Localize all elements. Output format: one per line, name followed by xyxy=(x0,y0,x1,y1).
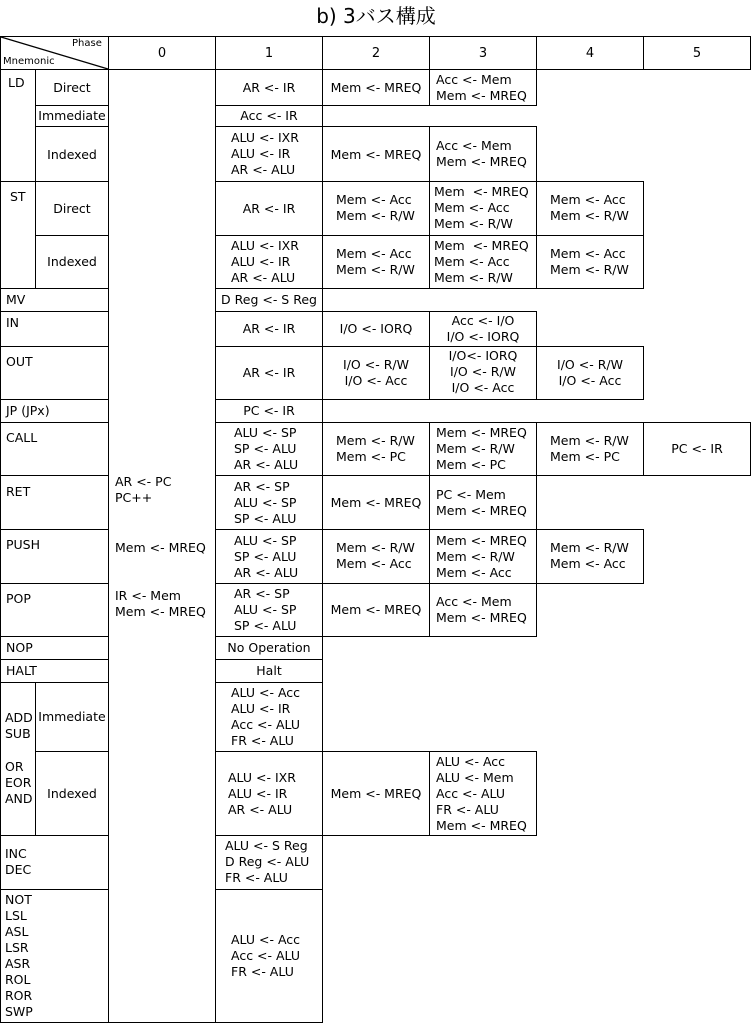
mnemonic-call: CALL xyxy=(6,430,38,445)
page-title: b) 3バス構成 xyxy=(316,4,436,28)
phase0-fetch-1: AR <- PC PC++ xyxy=(115,474,172,505)
op-pop-1: AR <- SP ALU <- SP SP <- ALU xyxy=(234,586,297,633)
phase-label-0: 0 xyxy=(157,46,167,61)
mnemonic-ld: LD xyxy=(8,75,25,90)
mnemonic-push: PUSH xyxy=(6,537,41,552)
op-st-idx-4: Mem <- Acc Mem <- R/W xyxy=(550,246,629,277)
op-in-3: Acc <- I/O I/O <- IORQ xyxy=(446,313,520,344)
phase-label-3: 3 xyxy=(478,46,488,61)
op-ret-1: AR <- SP ALU <- SP SP <- ALU xyxy=(234,479,297,526)
op-incdec-1: ALU <- S Reg D Reg <- ALU FR <- ALU xyxy=(225,838,310,885)
op-call-4: Mem <- R/W Mem <- PC xyxy=(550,433,629,464)
op-mv-1: D Reg <- S Reg xyxy=(221,292,317,307)
phase-label-1: 1 xyxy=(264,46,274,61)
mnemonic-orand: OR EOR AND xyxy=(5,759,33,806)
mnemonic-axis-label: Mnemonic xyxy=(3,56,55,67)
op-push-3: Mem <- MREQ Mem <- R/W Mem <- Acc xyxy=(436,533,527,580)
op-ret-2: Mem <- MREQ xyxy=(330,495,422,510)
op-ld-direct-1: AR <- IR xyxy=(242,80,296,95)
op-shift-1: ALU <- Acc Acc <- ALU FR <- ALU xyxy=(231,932,301,979)
mnemonic-addsub: ADD SUB xyxy=(5,710,33,741)
mode-st-direct: Direct xyxy=(53,201,91,216)
op-in-2: I/O <- IORQ xyxy=(339,321,413,336)
phase-label-4: 4 xyxy=(585,46,595,61)
op-orand-3: ALU <- Acc ALU <- Mem Acc <- ALU FR <- ALU Mem <- MREQ xyxy=(436,754,527,833)
mode-ld-direct: Direct xyxy=(53,80,91,95)
op-out-1: AR <- IR xyxy=(242,365,296,380)
op-st-idx-2: Mem <- Acc Mem <- R/W xyxy=(336,246,415,277)
op-ld-idx-3: Acc <- Mem Mem <- MREQ xyxy=(436,138,527,169)
op-st-direct-1: AR <- IR xyxy=(242,201,296,216)
phase-label-5: 5 xyxy=(692,46,702,61)
mode-st-indexed: Indexed xyxy=(47,254,97,269)
mode-addsub-immediate: Immediate xyxy=(38,709,106,724)
mnemonic-ret: RET xyxy=(6,484,31,499)
op-st-idx-1: ALU <- IXR ALU <- IR AR <- ALU xyxy=(231,238,299,285)
op-st-direct-2: Mem <- Acc Mem <- R/W xyxy=(336,192,415,223)
mnemonic-in: IN xyxy=(6,315,20,330)
phase0-fetch-2: Mem <- MREQ xyxy=(115,540,206,555)
mnemonic-halt: HALT xyxy=(6,663,37,678)
phase-label-2: 2 xyxy=(371,46,381,61)
op-ld-idx-2: Mem <- MREQ xyxy=(330,147,422,162)
op-addsub-1: ALU <- Acc ALU <- IR Acc <- ALU FR <- ALU xyxy=(231,685,301,748)
op-orand-1: ALU <- IXR ALU <- IR AR <- ALU xyxy=(228,770,296,817)
mnemonic-shift: NOT LSL ASL LSR ASR ROL ROR SWP xyxy=(5,892,33,1019)
mnemonic-mv: MV xyxy=(6,292,26,307)
mnemonic-st: ST xyxy=(10,189,26,204)
op-pop-3: Acc <- Mem Mem <- MREQ xyxy=(436,594,527,625)
op-push-1: ALU <- SP SP <- ALU AR <- ALU xyxy=(234,533,299,580)
mnemonic-nop: NOP xyxy=(6,640,33,655)
mode-ld-immediate: Immediate xyxy=(38,108,106,123)
mnemonic-incdec: INC DEC xyxy=(5,846,32,877)
op-st-direct-4: Mem <- Acc Mem <- R/W xyxy=(550,192,629,223)
op-st-idx-3: Mem <- MREQ Mem <- Acc Mem <- R/W xyxy=(434,238,529,285)
mode-orand-indexed: Indexed xyxy=(47,786,97,801)
op-call-5: PC <- IR xyxy=(671,441,723,456)
op-nop-1: No Operation xyxy=(227,640,311,655)
op-ld-idx-1: ALU <- IXR ALU <- IR AR <- ALU xyxy=(231,130,299,177)
op-push-2: Mem <- R/W Mem <- Acc xyxy=(336,540,415,571)
op-out-3: I/O<- IORQ I/O <- R/W I/O <- Acc xyxy=(448,348,518,395)
op-out-2: I/O <- R/W I/O <- Acc xyxy=(343,357,409,388)
op-pop-2: Mem <- MREQ xyxy=(330,602,422,617)
op-out-4: I/O <- R/W I/O <- Acc xyxy=(557,357,623,388)
op-call-2: Mem <- R/W Mem <- PC xyxy=(336,433,415,464)
op-halt-1: Halt xyxy=(256,663,282,678)
mnemonic-out: OUT xyxy=(6,354,33,369)
mode-ld-indexed: Indexed xyxy=(47,147,97,162)
phase0-fetch-3: IR <- Mem Mem <- MREQ xyxy=(115,588,206,619)
op-ld-direct-2: Mem <- MREQ xyxy=(330,80,422,95)
op-st-direct-3: Mem <- MREQ Mem <- Acc Mem <- R/W xyxy=(434,184,529,231)
op-in-1: AR <- IR xyxy=(242,321,296,336)
op-call-3: Mem <- MREQ Mem <- R/W Mem <- PC xyxy=(436,425,527,472)
op-jp-1: PC <- IR xyxy=(243,403,295,418)
op-call-1: ALU <- SP SP <- ALU AR <- ALU xyxy=(234,425,299,472)
phase-axis-label: Phase xyxy=(72,38,102,49)
op-ret-3: PC <- Mem Mem <- MREQ xyxy=(436,487,527,518)
mnemonic-pop: POP xyxy=(6,591,31,606)
op-ld-imm-1: Acc <- IR xyxy=(240,108,298,123)
op-ld-direct-3: Acc <- Mem Mem <- MREQ xyxy=(436,72,527,103)
op-push-4: Mem <- R/W Mem <- Acc xyxy=(550,540,629,571)
mnemonic-jp: JP (JPx) xyxy=(6,403,50,418)
op-orand-2: Mem <- MREQ xyxy=(330,786,422,801)
